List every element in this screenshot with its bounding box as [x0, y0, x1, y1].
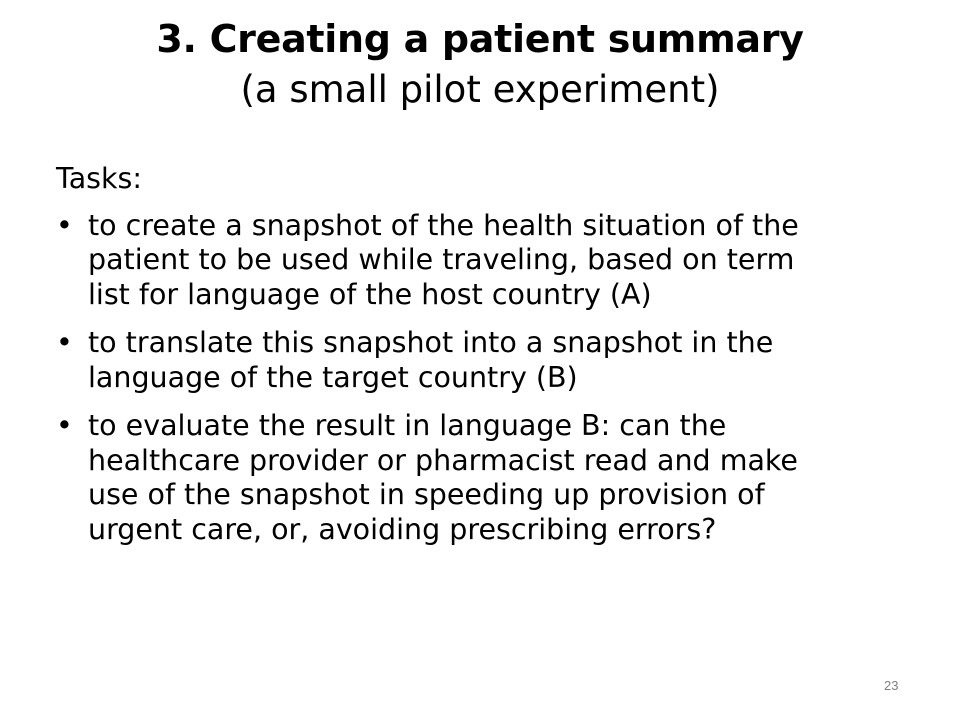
bullet-text-line: use of the snapshot in speeding up provision of [88, 478, 765, 511]
slide-body [56, 162, 956, 561]
slide-subtitle: (a small pilot experiment) [240, 68, 720, 111]
bullet-text-line: list for language of the host country (A) [88, 277, 652, 311]
bullet-dot-icon: • [56, 208, 73, 242]
bullet-text-line: language of the target country (B) [88, 360, 578, 394]
bullet-text-line: patient to be used while traveling, based on term [88, 243, 795, 276]
bullet-text-line: to evaluate the result in language B: can the [88, 409, 727, 442]
task-bullet-item [56, 209, 956, 313]
bullet-text-line: to create a snapshot of the health situation of the [88, 208, 799, 242]
bullet-text-line: urgent care, or, avoiding prescribing errors? [88, 512, 717, 546]
title-block [0, 14, 960, 116]
tasks-label: Tasks: [56, 162, 142, 195]
bullet-dot-icon: • [56, 409, 73, 442]
task-bullet-item [56, 326, 956, 395]
task-bullet-list [56, 209, 956, 548]
bullet-dot-icon: • [56, 326, 73, 359]
bullet-text-line: to translate this snapshot into a snapshot in the [88, 326, 774, 359]
slide-title: 3. Creating a patient summary [156, 17, 804, 61]
page-number: 23 [884, 678, 899, 693]
task-bullet-item [56, 409, 956, 547]
bullet-text-line: healthcare provider or pharmacist read and make [88, 443, 798, 477]
